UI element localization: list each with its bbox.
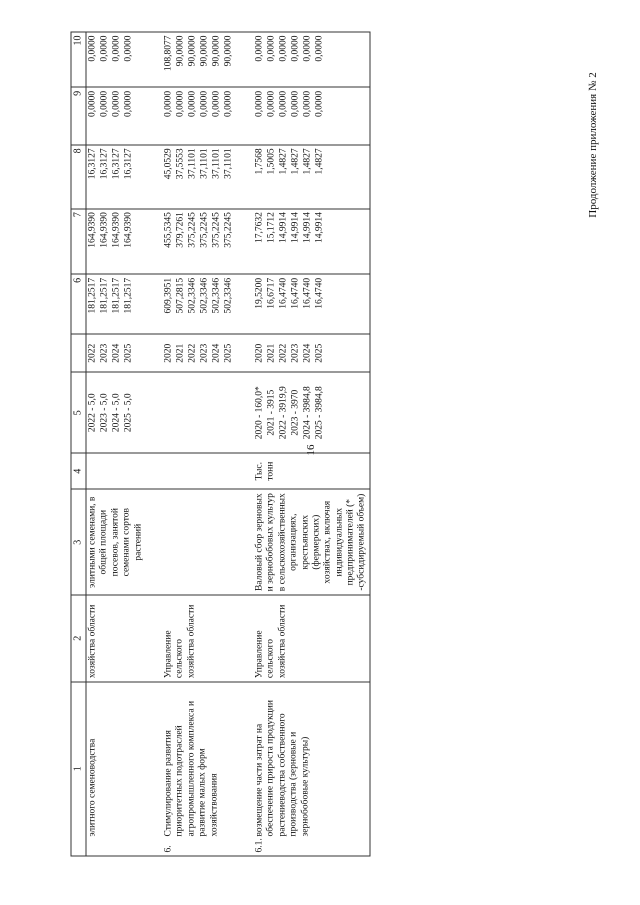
indicator: Валовый сбор зерновых и зернобобовых культур в сельскохозяйственных организациях, крестьянских (фермерских) хозяйствах, включая индивидуальных предпринимателей (* -субсидируемый объем) bbox=[236, 489, 369, 594]
header-cell: 10 bbox=[71, 32, 86, 87]
page-number: 16 bbox=[305, 444, 317, 456]
regional-values: 45,0529 37,5553 37,1101 37,1101 37,1101 37,1101 bbox=[145, 145, 236, 209]
rotated-table-sheet bbox=[71, 32, 579, 857]
total-values: 181,2517 181,2517 181,2517 181,2517 bbox=[86, 274, 145, 334]
program-name: Стимулирование развития приоритетных подотраслей агропромышленного комплекса и развитие малых форм хозяйствования bbox=[163, 700, 220, 837]
federal-values: 455,5345 379,7261 375,2245 375,2245 375,2245 375,2245 bbox=[145, 209, 236, 275]
unit: Тыс. тонн bbox=[236, 453, 369, 490]
total-values: 19,5200 16,6717 16,4740 16,4740 16,4740 16,4740 bbox=[236, 274, 369, 334]
header-cell: 9 bbox=[71, 87, 86, 144]
years: 2022 2023 2024 2025 bbox=[86, 334, 145, 373]
regional-values: 16,3127 16,3127 16,3127 16,3127 bbox=[86, 145, 145, 209]
target-values: 2020 - 160,0* 2021 - 3915 2022 - 3919,9 2023 - 3970 2024 - 3984,8 2025 - 3984,8 bbox=[236, 373, 369, 453]
responsible: хозяйства области bbox=[86, 595, 145, 682]
responsible: Управление сельского хозяйства области bbox=[236, 595, 369, 682]
indicator: элитными семенами, в общей площади посевов, занятой семенами сортов растений bbox=[86, 489, 145, 594]
header-cell bbox=[71, 334, 86, 373]
indicator bbox=[145, 489, 236, 594]
federal-values: 164,9390 164,9390 164,9390 164,9390 bbox=[86, 209, 145, 275]
target-values bbox=[145, 373, 236, 453]
header-cell: 4 bbox=[71, 453, 86, 490]
years: 2020 2021 2022 2023 2024 2025 bbox=[236, 334, 369, 373]
header-cell: 1 bbox=[71, 682, 86, 856]
header-cell: 7 bbox=[71, 209, 86, 275]
header-cell: 5 bbox=[71, 373, 86, 453]
total-values: 609,3951 507,2815 502,3346 502,3346 502,3346 502,3346 bbox=[145, 274, 236, 334]
other-values: 0,0000 0,0000 0,0000 0,0000 0,0000 0,0000 bbox=[236, 32, 369, 87]
regional-values: 1,7568 1,5005 1,4827 1,4827 1,4827 1,4827 bbox=[236, 145, 369, 209]
responsible: Управление сельского хозяйства области bbox=[145, 595, 236, 682]
program-name: элитного семеноводства bbox=[87, 738, 98, 837]
unit bbox=[145, 453, 236, 490]
row-number: 6. bbox=[163, 845, 174, 853]
other-values: 0,0000 0,0000 0,0000 0,0000 bbox=[86, 32, 145, 87]
other-values: 108,8077 90,0000 90,0000 90,0000 90,0000 90,0000 bbox=[145, 32, 236, 87]
header-cell: 6 bbox=[71, 274, 86, 334]
appendix-title: Продолжение приложения № 2 bbox=[587, 72, 599, 218]
table-row bbox=[86, 32, 145, 856]
program-table bbox=[71, 32, 371, 857]
header-cell: 8 bbox=[71, 145, 86, 209]
local-values: 0,0000 0,0000 0,0000 0,0000 0,0000 0,0000 bbox=[145, 87, 236, 144]
federal-values: 17,7632 15,1712 14,9914 14,9914 14,9914 14,9914 bbox=[236, 209, 369, 275]
unit bbox=[86, 453, 145, 490]
header-row bbox=[71, 32, 86, 856]
table-row bbox=[145, 32, 236, 856]
header-cell: 2 bbox=[71, 595, 86, 682]
header-cell: 3 bbox=[71, 489, 86, 594]
local-values: 0,0000 0,0000 0,0000 0,0000 0,0000 0,0000 bbox=[236, 87, 369, 144]
table-row bbox=[236, 32, 369, 856]
row-number: 6.1. bbox=[254, 838, 265, 853]
program-name: возмещение части затрат на обеспечение прироста продукции растениеводства собственного производства (зерновые и зернобобовые культуры) bbox=[254, 700, 311, 837]
local-values: 0,0000 0,0000 0,0000 0,0000 bbox=[86, 87, 145, 144]
target-values: 2022 - 5,0 2023 - 5,0 2024 - 5,0 2025 - 5,0 bbox=[86, 373, 145, 453]
years: 2020 2021 2022 2023 2024 2025 bbox=[145, 334, 236, 373]
